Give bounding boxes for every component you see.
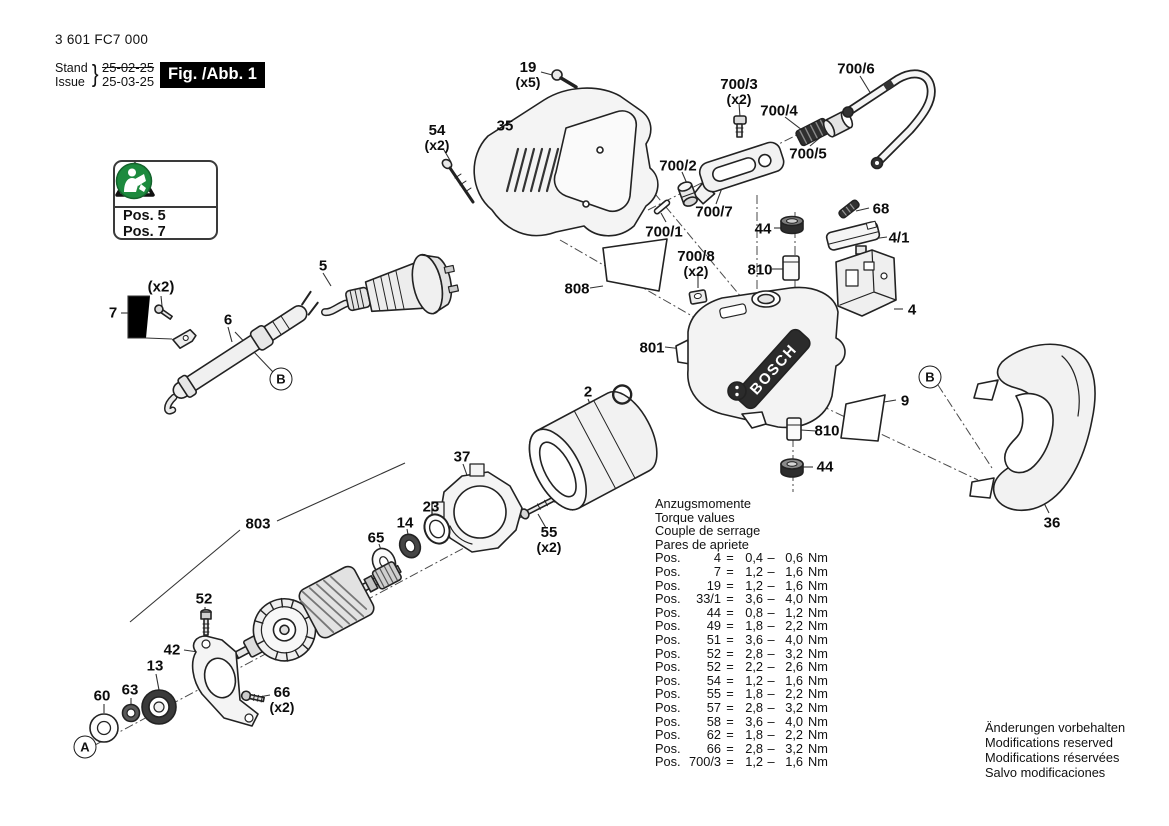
issue-label: Issue (55, 74, 85, 89)
torque-row: Pos. 54 = 1,2 – 1,6 Nm (655, 672, 828, 688)
part-label-36: 36 (1043, 514, 1061, 532)
torque-row: Pos. 49 = 1,8 – 2,2 Nm (655, 618, 828, 634)
part-label-4-1: 4/1 (888, 229, 910, 247)
part-label-810: 810 (814, 422, 840, 440)
torque-row: Pos. 58 = 3,6 – 4,0 Nm (655, 713, 828, 729)
part-label-13: 13 (146, 657, 164, 675)
part-label-52: 52 (195, 590, 213, 608)
torque-row: Pos. 55 = 1,8 – 2,2 Nm (655, 686, 828, 702)
torque-heading: Couple de serrage (655, 523, 761, 539)
torque-row: Pos. 19 = 1,2 – 1,6 Nm (655, 577, 828, 593)
torque-heading: Anzugsmomente (655, 496, 752, 511)
part-label-65: 65 (367, 529, 385, 547)
warning-pos-5: Pos. 5 (123, 208, 166, 224)
part-label-23: 23 (422, 498, 440, 516)
stand-date: 25-02-25 (102, 59, 155, 75)
view-marker-a: A (74, 736, 97, 759)
torque-row: Pos. 66 = 2,8 – 3,2 Nm (655, 740, 828, 756)
modifications-line: Salvo modificaciones (985, 765, 1106, 780)
torque-heading: Torque values (655, 509, 735, 525)
torque-row: Pos. 7 = 1,2 – 1,6 Nm (655, 563, 828, 579)
part-label-42: 42 (163, 641, 181, 659)
torque-row: Pos. 51 = 3,6 – 4,0 Nm (655, 631, 828, 647)
part-label-700-7: 700/7 (695, 203, 733, 221)
torque-row: Pos. 44 = 0,8 – 1,2 Nm (655, 604, 828, 620)
part-label-700-6: 700/6 (837, 60, 875, 78)
part-label-2: 2 (583, 383, 593, 401)
torque-row: Pos. 57 = 2,8 – 3,2 Nm (655, 699, 828, 715)
part-label-66: 66 (x2) (269, 684, 295, 715)
part-label-35: 35 (496, 117, 514, 135)
warning-pos-7: Pos. 7 (123, 223, 166, 240)
view-marker-b: B (270, 368, 293, 391)
torque-row: Pos. 700/3 = 1,2 – 1,6 Nm (655, 754, 828, 770)
part-label-6: 6 (223, 311, 233, 329)
part-label-54: 54 (x2) (424, 122, 450, 153)
part-label--x2-: (x2) (147, 278, 175, 296)
bosch-logo-text: BOSCH (746, 341, 801, 399)
part-label-9: 9 (900, 392, 910, 410)
part-label-700-4: 700/4 (760, 102, 798, 120)
part-label-700-5: 700/5 (789, 145, 827, 163)
part-label-700-3: 700/3 (x2) (720, 76, 758, 107)
part-label-803: 803 (245, 515, 271, 533)
part-label-44: 44 (816, 458, 834, 476)
part-label-37: 37 (453, 448, 471, 466)
torque-heading: Pares de apriete (655, 536, 749, 552)
revision-brace: } (91, 60, 99, 88)
part-label-700-1: 700/1 (645, 223, 683, 241)
part-label-44: 44 (754, 220, 772, 238)
part-label-7: 7 (108, 304, 118, 322)
part-label-5: 5 (318, 257, 328, 275)
view-marker-b: B (919, 366, 942, 389)
part-label-68: 68 (872, 200, 890, 218)
part-label-808: 808 (564, 280, 590, 298)
part-label-63: 63 (121, 681, 139, 699)
part-label-60: 60 (93, 687, 111, 705)
modifications-line: Änderungen vorbehalten (985, 720, 1126, 735)
type-number: 3 601 FC7 000 (55, 32, 149, 47)
modifications-line: Modifications reserved (985, 735, 1114, 750)
stand-label: Stand (55, 60, 88, 75)
part-label-4: 4 (907, 301, 917, 319)
part-label-810: 810 (747, 261, 773, 279)
torque-row: Pos. 52 = 2,8 – 3,2 Nm (655, 645, 828, 661)
part-label-19: 19 (x5) (515, 59, 541, 90)
modifications-line: Modifications réservées (985, 750, 1120, 765)
torque-row: Pos. 52 = 2,2 – 2,6 Nm (655, 659, 828, 675)
part-label-55: 55 (x2) (536, 524, 562, 555)
part-label-700-8: 700/8 (x2) (677, 248, 715, 279)
torque-row: Pos. 33/1 = 3,6 – 4,0 Nm (655, 591, 828, 607)
figure-label: Fig. /Abb. 1 (160, 62, 265, 88)
torque-row: Pos. 4 = 0,4 – 0,6 Nm (655, 550, 828, 566)
part-label-700-2: 700/2 (659, 157, 697, 175)
torque-row: Pos. 62 = 1,8 – 2,2 Nm (655, 727, 828, 743)
part-label-14: 14 (396, 514, 414, 532)
issue-date: 25-03-25 (102, 73, 155, 89)
part-label-801: 801 (639, 339, 665, 357)
